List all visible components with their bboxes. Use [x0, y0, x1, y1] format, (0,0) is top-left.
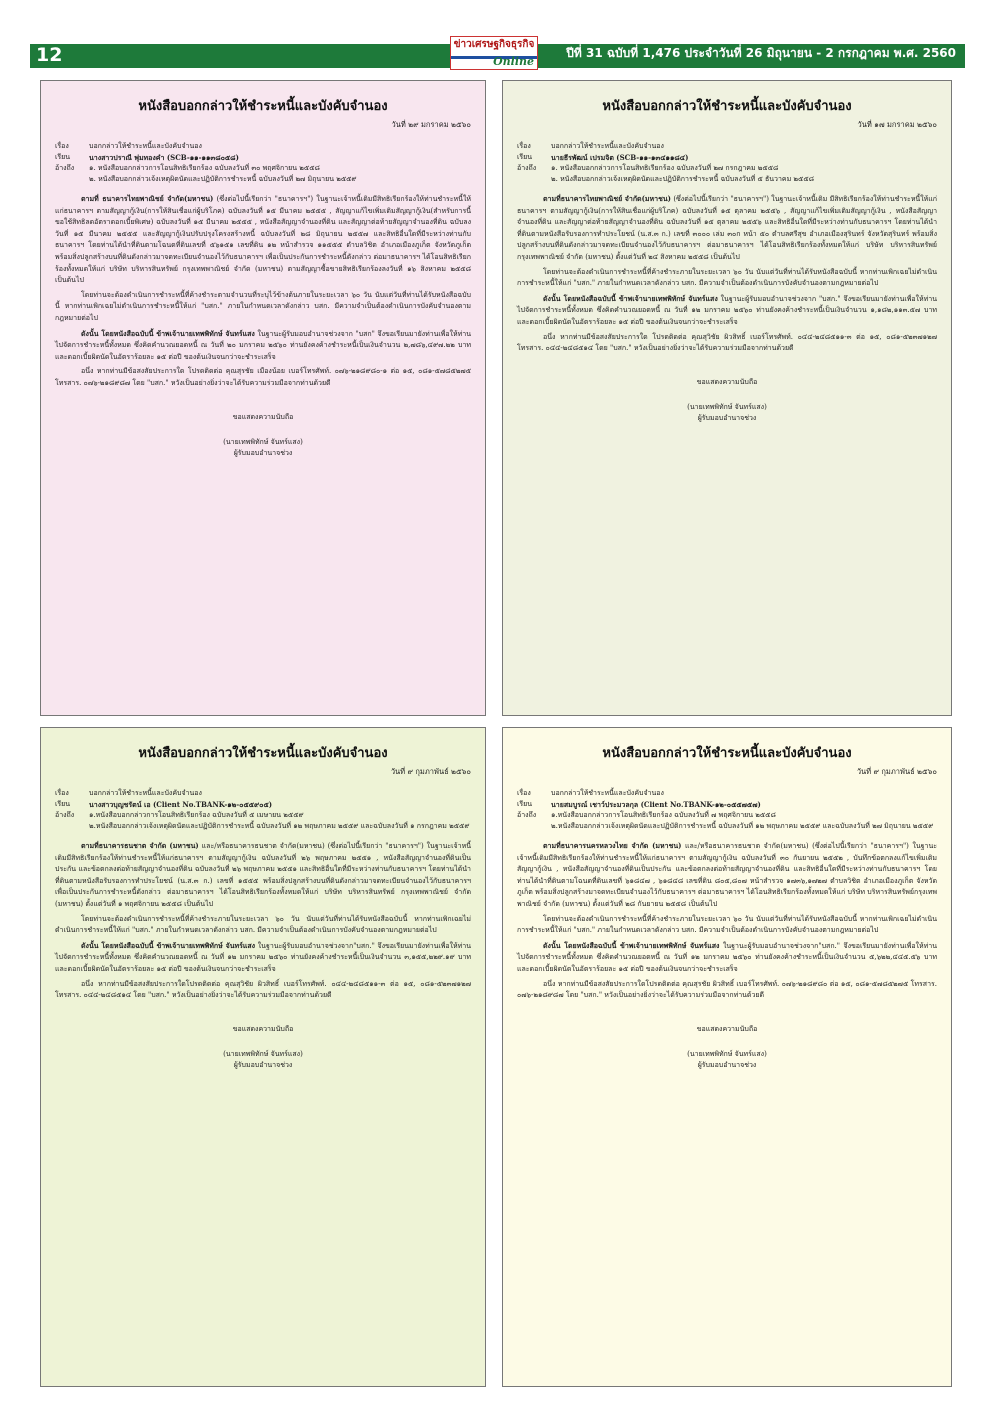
reference-row-2: [517, 821, 937, 832]
to-label: เรียน: [517, 800, 533, 808]
closing-text: ขอแสดงความนับถือ: [696, 1024, 758, 1033]
subject-label: เรื่อง: [55, 789, 69, 797]
reference-label: อ้างถึง: [517, 811, 537, 819]
paragraph-1-text: (ซึ่งต่อไปนี้เรียกว่า "ธนาคารฯ") ในฐานะเจ้าหนี้เดิมมีสิทธิเรียกร้องให้ท่านชำระหนี้ให้แก่ธนาคารฯ ตามสัญญากู้เงิน(การให้สินเชื่อแก่ผู้บริโภค) ฉบับลงวันที่ ๑๕ มีนาคม ๒๕๕๕ , สัญญาแก้ไขเพิ่มเติมสัญญากู้เงิน(สำหรับการนี้ขอใช้สิทธิลดอัตราดอกเบี้ยพิเศษ) ฉบับลงวันที่ ๑๕ มีนาคม ๒๕๕๕ , หนังสือสัญญาจำนองที่ดิน และสัญญาต่อท้ายสัญญาจำนองที่ดิน ฉบับลงวันที่ ๑๕ มีนาคม ๒๕๕๕ และสัญญากู้เงินปรับปรุงโครงสร้างหนี้ ฉบับลงวันที่ ๒๘ มิถุนายน ๒๕๕๗ และสิทธิอื่นใดที่มีระหว่างท่านกับธนาคารฯ โดยท่านได้นำที่ดินตามโฉนดที่ดินเลขที่ ๕๖๑๕๑ เลขที่ดิน ๑๒ หน้าสำรวจ ๑๑๕๕๕ ตำบลวิชิต อำเภอเมืองภูเก็ต จังหวัดภูเก็ต พร้อมสิ่งปลูกสร้างบนที่ดินดังกล่าวมาจดทะเบียนจำนองไว้กับธนาคารฯ เพื่อเป็นประกันการชำระหนี้ดังกล่าว ต่อมาธนาคารฯ ได้โอนสิทธิเรียกร้องทั้งหมดให้แก่ บริษัท บริหารสินทรัพย์ กรุงเทพพาณิชย์ จำกัด (มหาชน) ตามสัญญาซื้อขายสิทธิเรียกร้องลงวันที่ ๑๖ สิงหาคม ๒๕๕๘ เป็นต้นไป: [55, 195, 471, 285]
paragraph-1-lead: ตามที่ธนาคารธนชาต จำกัด (มหาชน): [81, 841, 199, 850]
notice-title: หนังสือบอกกล่าวให้ชำระหนี้และบังคับจำนอง: [602, 99, 852, 114]
closing-text: ขอแสดงความนับถือ: [232, 1024, 294, 1033]
to-label: เรียน: [55, 153, 71, 161]
reference-2: ๒. หนังสือบอกกล่าวเจ้งเหตุผิดนัดและปฏิบัติการชำระหนี้ ฉบับลงวันที่ ๒๗ มิถุนายน ๒๕๕๙: [89, 175, 357, 183]
notice-body: [517, 193, 937, 355]
page-number: 12: [36, 44, 63, 66]
reference-1: ๑. หนังสือบอกกล่าวการโอนสิทธิเรียกร้อง ฉบับลงวันที่ ๓๐ พฤศจิกายน ๒๕๕๘: [89, 164, 320, 172]
paragraph-4: อนึ่ง หากท่านมีข้อสงสัยประการใด โปรดติดต่อ คุณสุวิชัย ผิวสิทธิ์ เบอร์โทรศัพท์. ๐๔๔-๒๔๘๕๑๑-๓ ต่อ ๑๕, ๐๘๑-๕๒๓๗๑๒๗ โทรสาร. ๐๔๔-๒๔๘๕๑๔ โดย "บสก." หวังเป็นอย่างยิ่งว่าจะได้รับความร่วมมือจากท่านด้วยดี: [517, 332, 937, 353]
reference-row-2: [55, 821, 471, 832]
paragraph-3-text: ในฐานะผู้รับมอบอำนาจช่วงจาก "บสก." จึงขอเรียนมายังท่านเพื่อให้ท่านไปจัดการชำระหนี้ทั้งหมด ซึ่งคิดคำนวณยอดหนี้ ณ วันที่ ๑๒ มกราคม ๒๕๖๐ ท่านยังคงค้างชำระหนี้เป็นเงินจำนวน ๑,๑๘๒,๑๑๓.๕๗ บาท และดอกเบี้ยผิดนัดในอัตราร้อยละ ๑๕ ต่อปี ของต้นเงินจนกว่าจะชำระเสร็จ: [517, 294, 937, 326]
reference-row: [517, 810, 937, 821]
reference-row-2: [517, 174, 937, 185]
to-label: เรียน: [55, 800, 71, 808]
paragraph-4: อนึ่ง หากท่านมีข้อสงสัยประการใดโปรดติดต่อ คุณสุรชัย ผิวสิทธิ์ เบอร์โทรศัพท์. ๐๗๖-๒๑๘๙๘๐ ต่อ ๑๕, ๐๘๑-๕๗๘๕๒๗๕ โทรสาร. ๐๗๖-๒๑๘๙๘๗ โดย "บสก." หวังเป็นอย่างยิ่งว่าจะได้รับความร่วมมือจากท่านด้วยดี: [517, 979, 937, 1000]
paragraph-1: [55, 840, 471, 911]
reference-spacer: [55, 821, 89, 832]
notice-4: [502, 727, 952, 1387]
signer-role: ผู้รับมอบอำนาจช่วง: [233, 1060, 293, 1069]
reference-label: อ้างถึง: [55, 811, 75, 819]
notice-fields: [55, 141, 471, 185]
subject-value: บอกกล่าวให้ชำระหนี้และบังคับจำนอง: [89, 142, 202, 150]
signer-name: (นายเทพพิทักษ์ จันทร์แสง): [687, 1049, 767, 1058]
notice-title: หนังสือบอกกล่าวให้ชำระหนี้และบังคับจำนอง: [138, 99, 388, 114]
notice-body: [55, 193, 471, 390]
recipient-value: นายสมบูรณ์ เชาว์ประมวลกุล (Client No.TBANK-๑๒-๐๕๕๗๕๗): [551, 800, 761, 809]
paragraph-3-lead: ดังนั้น โดยหนังสือฉบับนี้ ข้าพเจ้านายเทพพิทักษ์ จันทร์แสง: [543, 940, 720, 950]
signer-role: ผู้รับมอบอำนาจช่วง: [233, 448, 293, 457]
paragraph-3-lead: ดังนั้น โดยหนังสือฉบับนี้ ข้าพเจ้านายเทพพิทักษ์ จันทร์แสง: [543, 293, 718, 303]
paragraph-3-text: ในฐานะผู้รับมอบอำนาจช่วงจาก"บสก." จึงขอเรียนมายังท่านเพื่อให้ท่านไปจัดการชำระหนี้ทั้งหมด ซึ่งคิดคำนวณยอดหนี้ ณ วันที่ ๑๒ มกราคม ๒๕๖๐ ท่านยังคงค้างชำระหนี้เป็นเงินจำนวน ๓,๑๕๕,๒๒๙.๑๙ บาท และดอกเบี้ยผิดนัดในอัตราร้อยละ ๑๕ ต่อปี ของต้นเงินจนกว่าจะชำระเสร็จ: [55, 941, 472, 973]
paragraph-3: [55, 940, 471, 976]
paragraph-3-lead: ดังนั้น โดยหนังสือฉบับนี้ ข้าพเจ้านายเทพพิทักษ์ จันทร์แสง: [81, 940, 256, 950]
reference-row-2: [55, 174, 471, 185]
paragraph-2: โดยท่านจะต้องดำเนินการชำระหนี้ที่ค้างชำระภายในระยะเวลา ๖๐ วัน นับแต่วันที่ท่านได้รับหนังสือฉบับนี้ หากท่านเพิกเฉยไม่ดำเนินการชำระหนี้ให้แก่ "บสก." ภายในกำหนดเวลาดังกล่าว บสก. มีความจำเป็นต้องดำเนินการบังคับจำนองตามกฎหมายต่อไป: [517, 267, 937, 288]
paragraph-2: โดยท่านจะต้องดำเนินการชำระหนี้ที่ค้างชำระตามจำนวนที่ระบุไว้ข้างต้นภายในระยะเวลา ๖๐ วัน นับแต่วันที่ท่านได้รับหนังสือฉบับนี้ หากท่านเพิกเฉยไม่ดำเนินการชำระหนี้ให้แก่ "บสก." ภายในกำหนดเวลาดังกล่าว บสก. มีความจำเป็นต้องดำเนินการบังคับจำนองตามกฎหมายต่อไป: [55, 290, 471, 322]
reference-spacer: [55, 174, 89, 185]
paragraph-1-lead: ตามที่ธนาคารไทยพาณิชย์ จำกัด(มหาชน): [543, 194, 671, 203]
notice-date: วันที่ ๙ กุมภาพันธ์ ๒๕๖๐: [856, 767, 937, 776]
signer-role: ผู้รับมอบอำนาจช่วง: [697, 1060, 757, 1069]
subject-row: [517, 141, 937, 152]
notice-date: วันที่ ๒๙ มกราคม ๒๕๖๐: [391, 120, 471, 129]
reference-spacer: [517, 821, 551, 832]
signer-name: (นายเทพพิทักษ์ จันทร์แสง): [223, 1049, 303, 1058]
subject-row: [55, 141, 471, 152]
page-header: [0, 0, 992, 70]
paragraph-1: [55, 193, 471, 287]
publication-logo: [450, 36, 538, 70]
issue-info: ปีที่ 31 ฉบับที่ 1,476 ประจำวันที่ 26 มิถุนายน - 2 กรกฎาคม พ.ศ. 2560: [566, 46, 956, 60]
recipient-value: นายธีรพัฒน์ เปรมจิต (SCB-๑๑-๑๓๔๑๑๘๔): [551, 153, 689, 162]
paragraph-3: [517, 940, 937, 976]
notice-body: [517, 840, 937, 1002]
notice-fields: [55, 788, 471, 832]
subject-row: [55, 788, 471, 799]
recipient-value: นางสาวปราณี พุ่มทองคำ (SCB-๑๑-๑๑๓๘๐๕๘): [89, 153, 239, 162]
paragraph-1: [517, 193, 937, 264]
paragraph-1-text: และ/หรือธนาคารธนชาต จำกัด(มหาชน) (ซึ่งต่อไปนี้เรียกว่า "ธนาคารฯ") ในฐานะเจ้าหนี้เดิมมีสิทธิเรียกร้องให้ท่านชำระหนี้ให้แก่ธนาคารฯ ตามสัญญากู้เงิน ฉบับลงวันที่ ๒๖ พฤษภาคม ๒๕๕๑ , หนังสือสัญญาจำนองที่ดินเป็นประกัน และข้อตกลงต่อท้ายสัญญาจำนองที่ดิน ฉบับลงวันที่ ๒๖ พฤษภาคม ๒๕๕๑ และสิทธิอื่นใดที่มีระหว่างท่านกับธนาคารฯ โดยท่านได้นำที่ดินตามหนังสือรับรองการทำประโยชน์ (น.ส.๓ ก.) เลขที่ ๑๕๕๕ พร้อมสิ่งปลูกสร้างบนที่ดินดังกล่าวมาจดทะเบียนจำนองไว้กับธนาคารฯ เพื่อเป็นประกันการชำระหนี้ดังกล่าว ต่อมาธนาคารฯ ได้โอนสิทธิเรียกร้องทั้งหมดให้แก่ บริษัท บริหารสินทรัพย์ กรุงเทพพาณิชย์ จำกัด (มหาชน) ตั้งแต่วันที่ ๑ พฤศจิกายน ๒๕๕๘ เป็นต้นไป: [55, 842, 471, 908]
signature-block: [55, 1024, 471, 1071]
notice-date: วันที่ ๑๗ มกราคม ๒๕๖๐: [857, 120, 937, 129]
logo-online: Online: [493, 55, 534, 68]
signer-role: ผู้รับมอบอำนาจช่วง: [697, 413, 757, 422]
signer-name: (นายเทพพิทักษ์ จันทร์แสง): [223, 437, 303, 446]
signature-block: [517, 1024, 937, 1071]
subject-label: เรื่อง: [517, 142, 531, 150]
paragraph-1: [517, 840, 937, 911]
paragraph-2: โดยท่านจะต้องดำเนินการชำระหนี้ที่ค้างชำระภายในระยะเวลา ๖๐ วัน นับแต่วันที่ท่านได้รับหนังสือฉบับนี้ หากท่านเพิกเฉยไม่ดำเนินการชำระหนี้ให้แก่ "บสก." ภายในกำหนดเวลาดังกล่าว บสก. มีความจำเป็นต้องดำเนินการบังคับจำนองตามกฎหมายต่อไป: [55, 914, 471, 935]
recipient-value: นางสาวบุญชรัตน์ เอ (Client No.TBANK-๑๒-๐๕๕๙๐๕): [89, 800, 273, 809]
paragraph-3-lead: ดังนั้น โดยหนังสือฉบับนี้ ข้าพเจ้านายเทพพิทักษ์ จันทร์แสง: [81, 328, 255, 338]
closing-text: ขอแสดงความนับถือ: [232, 412, 294, 421]
reference-label: อ้างถึง: [517, 164, 537, 172]
notice-2: [502, 80, 952, 716]
reference-spacer: [517, 174, 551, 185]
subject-label: เรื่อง: [55, 142, 69, 150]
notice-fields: [517, 141, 937, 185]
reference-1: ๑.หนังสือบอกกล่าวการโอนสิทธิเรียกร้อง ฉบับลงวันที่ ๕ เมษายน ๒๕๕๙: [89, 811, 304, 819]
paragraph-1-lead: ตามที่ ธนาคารไทยพาณิชย์ จำกัด(มหาชน): [81, 194, 214, 203]
recipient-row: [517, 799, 937, 810]
recipient-row: [55, 152, 471, 163]
paragraph-1-text: และ/หรือธนาคารธนชาต จำกัด(มหาชน) (ซึ่งต่อไปนี้เรียกว่า "ธนาคารฯ") ในฐานะเจ้าหนี้เดิมมีสิทธิเรียกร้องให้ท่านชำระหนี้ให้แก่ธนาคารฯ ตามสัญญากู้เงิน ฉบับลงวันที่ ๓๐ กันยายน ๒๕๕๒ , บันทึกข้อตกลงแก้ไขเพิ่มเติมสัญญากู้เงิน , หนังสือสัญญาจำนองที่ดินเป็นประกัน และข้อตกลงต่อท้ายสัญญาจำนองที่ดิน และสิทธิอื่นใดที่มีระหว่างท่านกับธนาคารฯ โดยท่านได้นำที่ดินตามโฉนดที่ดินเลขที่ ๖๑๘๔๗ , ๖๑๘๔๘ เลขที่ดิน ๘๐๕,๘๐๗ หน้าสำรวจ ๑๗๓๖,๑๗๒๗ ตำบลวิชิต อำเภอเมืองภูเก็ต จังหวัดภูเก็ต พร้อมสิ่งปลูกสร้างมาจดทะเบียนจำนองไว้กับธนาคารฯ ต่อมาธนาคารฯ ได้โอนสิทธิเรียกร้องทั้งหมดให้แก่ บริษัท บริหารสินทรัพย์กรุงเทพพาณิชย์ จำกัด (มหาชน) ตั้งแต่วันที่ ๒๘ กันยายน ๒๕๕๘ เป็นต้นไป: [517, 842, 937, 908]
notice-fields: [517, 788, 937, 832]
subject-value: บอกกล่าวให้ชำระหนี้และบังคับจำนอง: [89, 789, 202, 797]
paragraph-3: [517, 293, 937, 329]
subject-value: บอกกล่าวให้ชำระหนี้และบังคับจำนอง: [551, 789, 664, 797]
notice-title: หนังสือบอกกล่าวให้ชำระหนี้และบังคับจำนอง: [602, 746, 852, 761]
closing-text: ขอแสดงความนับถือ: [696, 377, 758, 386]
reference-2: ๒.หนังสือบอกกล่าวเจ้งเหตุผิดนัดและปฏิบัติการชำระหนี้ ฉบับลงวันที่ ๑๒ พฤษภาคม ๒๕๕๙ และฉบับลงวันที่ ๑ กรกฎาคม ๒๕๕๙: [89, 822, 470, 830]
logo-text: ข่าวเศรษฐกิจธุรกิจ: [453, 39, 535, 50]
paragraph-1-lead: ตามที่ธนาคารนครหลวงไทย จำกัด (มหาชน): [543, 841, 682, 850]
recipient-row: [517, 152, 937, 163]
paragraph-1-text: (ซึ่งต่อไปนี้เรียกว่า "ธนาคารฯ") ในฐานะเจ้าหนี้เดิม มีสิทธิเรียกร้องให้ท่านชำระหนี้ให้แก่ธนาคารฯ ตามสัญญากู้เงิน(การให้สินเชื่อแก่ผู้บริโภค) ฉบับลงวันที่ ๑๕ ตุลาคม ๒๕๕๖ , สัญญาแก้ไขเพิ่มเติมสัญญากู้เงิน , หนังสือสัญญาจำนองที่ดิน และสัญญาต่อท้ายสัญญาจำนองที่ดิน ฉบับลงวันที่ ๑๕ ตุลาคม ๒๕๕๖ และสิทธิอื่นใดที่มีระหว่างท่านกับธนาคารฯ โดยท่านได้นำที่ดินตามหนังสือรับรองการทำประโยชน์ (น.ส.๓ ก.) เลขที่ ๓๐๐๐ เล่ม ๓๐ก หน้า ๕๐ ตำบลศรีสุข อำเภอเมืองสุรินทร์ จังหวัดสุรินทร์ พร้อมสิ่งปลูกสร้างบนที่ดินดังกล่าวมาจดทะเบียนจำนองไว้กับธนาคารฯ ต่อมาธนาคารฯ ได้โอนสิทธิเรียกร้องทั้งหมดให้แก่ บริษัท บริหารสินทรัพย์ กรุงเทพพาณิชย์ จำกัด (มหาชน) ตั้งแต่วันที่ ๒๔ สิงหาคม ๒๕๕๘ เป็นต้นไป: [517, 195, 937, 261]
reference-1: ๑.หนังสือบอกกล่าวการโอนสิทธิเรียกร้อง ฉบับลงวันที่ ๗ พฤศจิกายน ๒๕๕๘: [551, 811, 776, 819]
reference-2: ๒.หนังสือบอกกล่าวเจ้งเหตุผิดนัดและปฏิบัติการชำระหนี้ ฉบับลงวันที่ ๑๒ พฤษภาคม ๒๕๕๙ และฉบับลงวันที่ ๒๗ มิถุนายน ๒๕๕๙: [551, 822, 934, 830]
paragraph-2: โดยท่านจะต้องดำเนินการชำระหนี้ที่ค้างชำระภายในระยะเวลา ๖๐ วัน นับแต่วันที่ท่านได้รับหนังสือฉบับนี้ หากท่านเพิกเฉยไม่ดำเนินการชำระหนี้ให้แก่ "บสก." ภายในกำหนดเวลาดังกล่าว บสก. มีความจำเป็นต้องดำเนินการบังคับจำนองตามกฎหมายต่อไป: [517, 914, 937, 935]
signature-block: [55, 412, 471, 459]
subject-value: บอกกล่าวให้ชำระหนี้และบังคับจำนอง: [551, 142, 664, 150]
recipient-row: [55, 799, 471, 810]
subject-row: [517, 788, 937, 799]
signer-name: (นายเทพพิทักษ์ จันทร์แสง): [687, 402, 767, 411]
paragraph-3-text: ในฐานะผู้รับมอบอำนาจช่วงจาก "บสก" จึงขอเรียนมายังท่านเพื่อให้ท่านไปจัดการชำระหนี้ทั้งหมด ซึ่งคิดคำนวณยอดหนี้ ณ วันที่ ๒๐ มกราคม ๒๕๖๐ ท่านยังคงค้างชำระหนี้เป็นเงินจำนวน ๒,๗๘๖,๔๙๗.๒๒ บาท และดอกเบี้ยผิดนัดในอัตราร้อยละ ๑๕ ต่อปี ของต้นเงินจนกว่าจะชำระเสร็จ: [55, 329, 471, 361]
to-label: เรียน: [517, 153, 533, 161]
notice-3: [40, 727, 486, 1387]
signature-block: [517, 377, 937, 424]
reference-1: ๑. หนังสือบอกกล่าวการโอนสิทธิเรียกร้อง ฉบับลงวันที่ ๒๗ กรกฎาคม ๒๕๕๘: [551, 164, 779, 172]
paragraph-4: อนึ่ง หากท่านมีข้อสงสัยประการใดโปรดติดต่อ คุณสุวิชัย ผิวสิทธิ์ เบอร์โทรศัพท์. ๐๔๔-๒๔๘๕๑๑-๓ ต่อ ๑๕, ๐๘๑-๕๒๓๗๑๒๗ โทรสาร. ๐๔๔-๒๔๘๕๑๔ โดย "บสก." หวังเป็นอย่างยิ่งว่าจะได้รับความร่วมมือจากท่านด้วยดี: [55, 979, 471, 1000]
reference-row: [55, 163, 471, 174]
paragraph-3: [55, 328, 471, 364]
notice-1: [40, 80, 486, 716]
notice-body: [55, 840, 471, 1002]
reference-2: ๒. หนังสือบอกกล่าวเจ้งเหตุผิดนัดและปฏิบัติการชำระหนี้ ฉบับลงวันที่ ๕ ธันวาคม ๒๕๕๘: [551, 175, 815, 183]
reference-row: [55, 810, 471, 821]
subject-label: เรื่อง: [517, 789, 531, 797]
reference-label: อ้างถึง: [55, 164, 75, 172]
notice-date: วันที่ ๙ กุมภาพันธ์ ๒๕๖๐: [390, 767, 471, 776]
paragraph-3-text: ในฐานะผู้รับมอบอำนาจช่วงจาก"บสก." จึงขอเรียนมายังท่านเพื่อให้ท่านไปจัดการชำระหนี้ทั้งหมด ซึ่งคิดคำนวณยอดหนี้ ณ วันที่ ๑๒ มกราคม ๒๕๖๐ ท่านยังคงค้างชำระหนี้เป็นเงินจำนวน ๕,๖๒๒,๔๔๕.๕๖ บาท และดอกเบี้ยผิดนัดในอัตราร้อยละ ๑๕ ต่อปี ของต้นเงินจนกว่าจะชำระเสร็จ: [517, 941, 937, 973]
notice-title: หนังสือบอกกล่าวให้ชำระหนี้และบังคับจำนอง: [138, 746, 388, 761]
paragraph-4: อนึ่ง หากท่านมีข้อสงสัยประการใด โปรดติดต่อ คุณสุรชัย เมืองน้อย เบอร์โทรศัพท์. ๐๗๖-๒๑๘๙๘๐-๑ ต่อ ๑๕, ๐๘๑-๕๗๘๕๒๗๕ โทรสาร. ๐๗๖-๒๑๘๙๘๗ โดย "บสก." หวังเป็นอย่างยิ่งว่าจะได้รับความร่วมมือจากท่านด้วยดี: [55, 367, 471, 387]
reference-row: [517, 163, 937, 174]
